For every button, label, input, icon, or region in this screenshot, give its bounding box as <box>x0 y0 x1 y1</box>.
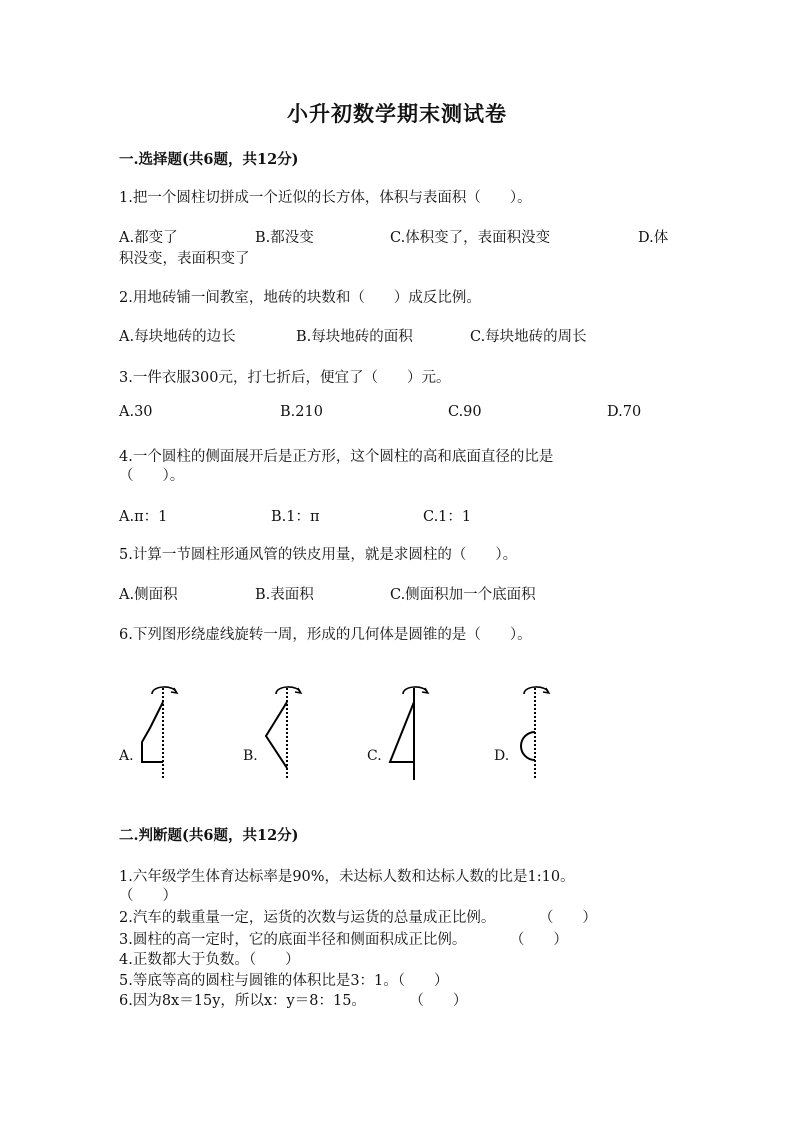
question-3-stem: 3.一件衣服300元，打七折后，便宜了（ ）元。 <box>119 370 451 386</box>
section-heading-choice: 一.选择题(共6题，共12分) <box>119 151 299 168</box>
figure-c-shape <box>388 680 438 784</box>
question-4-stem-cont: （ ）。 <box>119 468 185 484</box>
q3-option-d: D.70 <box>607 404 642 420</box>
q1-option-b: B.都没变 <box>255 230 314 246</box>
question-1-stem: 1.把一个圆柱切拼成一个近似的长方体，体积与表面积（ ）。 <box>119 190 532 206</box>
figure-c-label: C. <box>367 748 382 764</box>
figure-b-label: B. <box>243 748 258 764</box>
judgement-item-1-bracket: （ ） <box>119 888 177 904</box>
figure-a-shape <box>138 680 188 784</box>
q5-option-c: C.侧面积加一个底面积 <box>390 587 536 603</box>
q4-option-b: B.1：π <box>271 509 320 525</box>
question-2-stem: 2.用地砖铺一间教室，地砖的块数和（ ）成反比例。 <box>119 290 481 306</box>
q5-option-b: B.表面积 <box>255 587 314 603</box>
q1-option-d: D.体 <box>638 230 669 246</box>
q2-option-c: C.每块地砖的周长 <box>470 329 587 345</box>
section-heading-judgement: 二.判断题(共6题，共12分) <box>119 827 299 844</box>
q1-option-a: A.都变了 <box>119 230 178 246</box>
q3-option-a: A.30 <box>119 404 153 420</box>
judgement-item-6: 6.因为8x＝15y，所以x：y＝8：15。 （ ） <box>119 993 468 1009</box>
question-6-stem: 6.下列图形绕虚线旋转一周，形成的几何体是圆锥的是（ ）。 <box>119 627 532 643</box>
figure-b-shape <box>262 680 312 784</box>
q2-option-a: A.每块地砖的边长 <box>119 329 236 345</box>
q4-option-a: A.π：1 <box>119 509 168 525</box>
q1-option-c: C.体积变了，表面积没变 <box>390 230 551 246</box>
figure-d-label: D. <box>494 748 510 764</box>
figure-a-label: A. <box>119 748 134 764</box>
q4-option-c: C.1：1 <box>423 509 472 525</box>
q2-option-b: B.每块地砖的面积 <box>296 329 413 345</box>
q1-option-d-wrap: 积没变，表面积变了 <box>119 251 250 267</box>
judgement-item-1: 1.六年级学生体育达标率是90%，未达标人数和达标人数的比是1:10。 <box>119 869 575 885</box>
judgement-item-5: 5.等底等高的圆柱与圆锥的体积比是3：1。（ ） <box>119 973 449 989</box>
q3-option-b: B.210 <box>280 404 323 420</box>
q5-option-a: A.侧面积 <box>119 587 178 603</box>
q3-option-c: C.90 <box>448 404 482 420</box>
question-5-stem: 5.计算一节圆柱形通风管的铁皮用量，就是求圆柱的（ ）。 <box>119 547 518 563</box>
figure-d-shape <box>510 680 560 784</box>
question-4-stem: 4.一个圆柱的侧面展开后是正方形，这个圆柱的高和底面直径的比是 <box>119 449 554 465</box>
judgement-item-4: 4.正数都大于负数。（ ） <box>119 952 300 968</box>
judgement-item-2: 2.汽车的载重量一定，运货的次数与运货的总量成正比例。 （ ） <box>119 910 597 926</box>
judgement-item-3: 3.圆柱的高一定时，它的底面半径和侧面积成正比例。 （ ） <box>119 932 568 948</box>
page-title: 小升初数学期末测试卷 <box>287 101 507 126</box>
